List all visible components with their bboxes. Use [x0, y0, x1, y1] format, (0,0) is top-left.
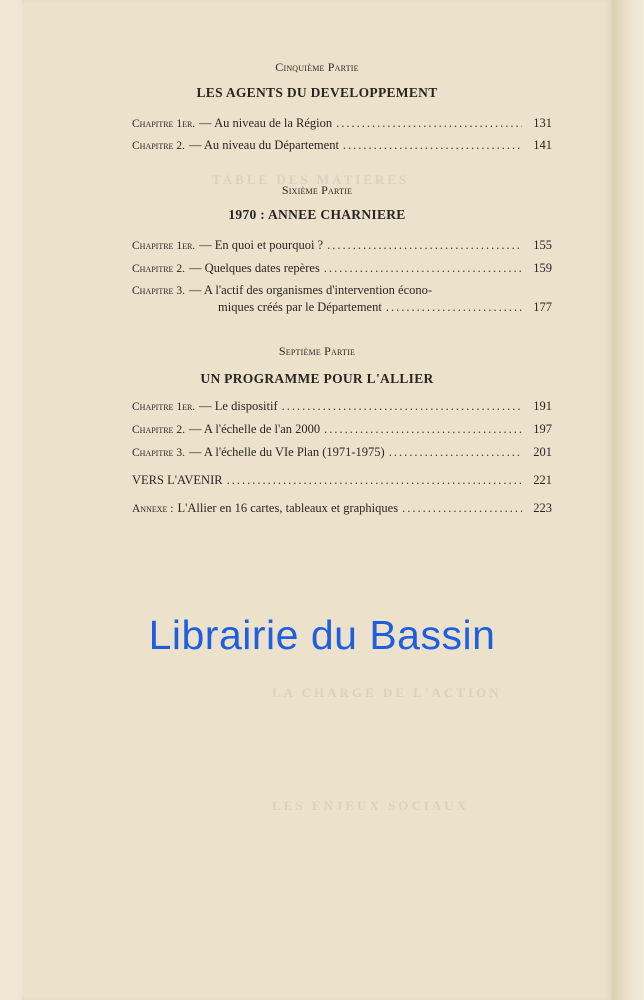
chapter-title: — Le dispositif	[199, 399, 278, 413]
chapter-title: — Quelques dates repères	[188, 261, 320, 275]
chapter-number: Chapitre 3.	[132, 285, 185, 297]
leader-dots	[282, 398, 522, 414]
chapter-title: — A l'échelle de l'an 2000	[188, 422, 321, 436]
annexe-title: L'Allier en 16 cartes, tableaux et graphiques	[177, 501, 399, 515]
leader-dots	[327, 237, 522, 253]
part-5-title: LES AGENTS DU DEVELOPPEMENT	[196, 85, 438, 100]
toc-entry	[132, 137, 552, 154]
toc-entry-vers-avenir	[132, 472, 552, 488]
page-number: 177	[533, 300, 552, 314]
part-7-label: Septième Partie	[278, 344, 356, 358]
book-page	[22, 0, 612, 1000]
show-through-text: TABLE DES MATIERES	[212, 172, 410, 187]
chapter-title: — En quoi et pourquoi ?	[199, 238, 324, 252]
leader-dots	[336, 115, 522, 131]
chapter-number: Chapitre 2.	[132, 424, 185, 436]
page-number: 201	[533, 445, 552, 459]
part-7-title: UN PROGRAMME POUR L'ALLIER	[200, 371, 434, 386]
leader-dots	[227, 472, 522, 488]
part-6-label: Sixième Partie	[281, 183, 353, 197]
leader-dots	[386, 299, 522, 315]
show-through-text: LA CHARGE DE L'ACTION	[272, 685, 502, 700]
chapter-number: Chapitre 3.	[132, 447, 185, 459]
show-through-text: LES ENJEUX SOCIAUX	[272, 798, 470, 813]
chapter-number: Chapitre 2.	[132, 263, 185, 275]
chapter-number: Chapitre 1er.	[132, 240, 196, 252]
page-edge	[612, 0, 644, 1000]
toc-entry	[132, 237, 552, 254]
chapter-title: — A l'échelle du VIe Plan (1971-1975)	[188, 445, 385, 459]
leader-dots	[324, 421, 522, 437]
page-number: 155	[533, 238, 552, 252]
leader-dots	[324, 260, 522, 276]
page-number: 221	[533, 473, 552, 487]
chapter-number: Chapitre 1er.	[132, 118, 196, 130]
toc-entry-annexe	[132, 500, 552, 517]
chapter-title-continued: miques créés par le Département	[218, 300, 382, 314]
toc-entry	[132, 282, 552, 315]
toc-entry	[132, 444, 552, 461]
page-number: 159	[533, 261, 552, 275]
chapter-number: Chapitre 1er.	[132, 401, 196, 413]
chapter-title: — Au niveau de la Région	[199, 116, 333, 130]
chapter-number: Chapitre 2.	[132, 140, 185, 152]
leader-dots	[389, 444, 522, 460]
chapter-title: — Au niveau du Département	[188, 138, 339, 152]
page-number: 197	[533, 422, 552, 436]
chapter-title: — A l'actif des organismes d'intervention écono-	[188, 283, 433, 297]
toc-entry	[132, 421, 552, 438]
section-title: VERS L'AVENIR	[132, 473, 223, 487]
page-number: 223	[533, 501, 552, 515]
leader-dots	[402, 500, 522, 516]
toc-entry	[132, 115, 552, 132]
leader-dots	[343, 137, 522, 153]
page-number: 141	[533, 138, 552, 152]
part-5-label: Cinquième Partie	[275, 60, 359, 74]
toc-entry	[132, 260, 552, 277]
page-number: 191	[533, 399, 552, 413]
page-number: 131	[533, 116, 552, 130]
toc-entry	[132, 398, 552, 415]
part-6-title: 1970 : ANNEE CHARNIERE	[228, 207, 406, 222]
annexe-label: Annexe :	[132, 503, 174, 515]
watermark-text: Librairie du Bassin	[148, 612, 496, 658]
